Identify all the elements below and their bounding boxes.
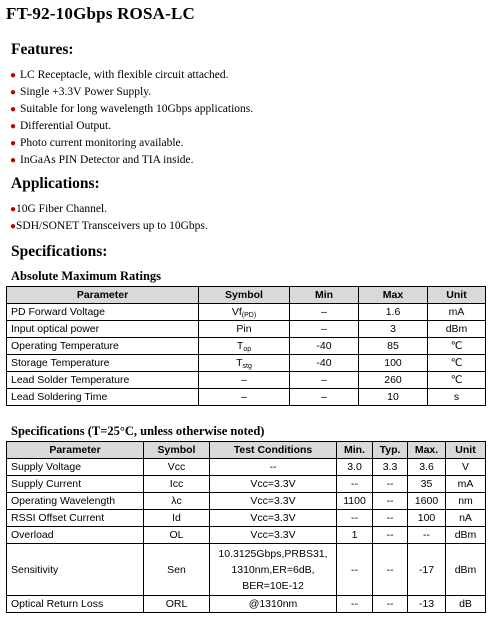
specifications-table: [6, 441, 486, 613]
min-cell: --: [337, 510, 373, 527]
unit-cell: nA: [446, 510, 486, 527]
symbol-cell: $Vf_{(PD)}$: [199, 304, 290, 321]
bullet-icon: ●: [10, 104, 17, 115]
symbol-cell: $T_{stg}$: [199, 355, 290, 372]
bullet-icon: ●: [10, 70, 17, 81]
param-cell: Overload: [7, 527, 144, 544]
column-header: Typ.: [373, 442, 408, 459]
symbol-cell: Icc: [144, 476, 210, 493]
list-item: ● InGaAs PIN Detector and TIA inside.: [10, 152, 253, 169]
table-header-row: [7, 442, 486, 459]
min-cell: –: [290, 372, 359, 389]
table-header-row: [7, 287, 486, 304]
list-item: ● LC Receptacle, with flexible circuit attached.: [10, 67, 253, 84]
column-header: Unit: [428, 287, 486, 304]
list-item: ● Differential Output.: [10, 118, 253, 135]
param-cell: Storage Temperature: [7, 355, 199, 372]
table-row: [7, 459, 486, 476]
min-cell: 1: [337, 527, 373, 544]
symbol-cell: –: [199, 389, 290, 406]
min-cell: 3.0: [337, 459, 373, 476]
column-header: Unit: [446, 442, 486, 459]
condition-cell: Vcc=3.3V: [210, 527, 337, 544]
list-item: ●10G Fiber Channel.: [10, 201, 208, 218]
min-cell: -40: [290, 355, 359, 372]
param-cell: PD Forward Voltage: [7, 304, 199, 321]
list-item: ● Single +3.3V Power Supply.: [10, 84, 253, 101]
symbol-cell: λc: [144, 493, 210, 510]
bullet-icon: ●: [10, 221, 17, 232]
table-row: [7, 304, 486, 321]
param-cell: Supply Voltage: [7, 459, 144, 476]
symbol-cell: –: [199, 372, 290, 389]
param-cell: Operating Wavelength: [7, 493, 144, 510]
max-cell: 100: [408, 510, 446, 527]
absolute-max-ratings-table: [6, 286, 486, 406]
max-cell: 10: [359, 389, 428, 406]
unit-cell: dBm: [446, 527, 486, 544]
list-item: ●SDH/SONET Transceivers up to 10Gbps.: [10, 218, 208, 235]
symbol-cell: Sen: [144, 544, 210, 596]
specifications-heading: Specifications:: [11, 243, 108, 260]
column-header: Test Conditions: [210, 442, 337, 459]
table-row: [7, 544, 486, 596]
list-item: ● Photo current monitoring available.: [10, 135, 253, 152]
param-cell: RSSI Offset Current: [7, 510, 144, 527]
min-cell: --: [337, 476, 373, 493]
column-header: Min: [290, 287, 359, 304]
max-cell: 100: [359, 355, 428, 372]
bullet-icon: ●: [10, 121, 17, 132]
condition-cell: 10.3125Gbps,PRBS31, 1310nm,ER=6dB, BER=10E-12: [210, 544, 337, 596]
unit-cell: nm: [446, 493, 486, 510]
symbol-cell: Pin: [199, 321, 290, 338]
column-header: Max.: [408, 442, 446, 459]
unit-cell: ℃: [428, 355, 486, 372]
condition-cell: --: [210, 459, 337, 476]
unit-cell: mA: [446, 476, 486, 493]
bullet-icon: ●: [10, 204, 17, 215]
typ-cell: --: [373, 527, 408, 544]
table-row: [7, 527, 486, 544]
column-header: Parameter: [7, 287, 199, 304]
condition-cell: @1310nm: [210, 596, 337, 613]
table-row: [7, 596, 486, 613]
max-cell: 35: [408, 476, 446, 493]
features-heading: Features:: [11, 41, 74, 58]
column-header: Symbol: [199, 287, 290, 304]
condition-cell: Vcc=3.3V: [210, 493, 337, 510]
document-title: FT-92-10Gbps ROSA-LC: [6, 4, 195, 23]
max-cell: 1600: [408, 493, 446, 510]
applications-list: [10, 201, 208, 235]
bullet-icon: ●: [10, 87, 17, 98]
max-cell: 1.6: [359, 304, 428, 321]
min-cell: 1100: [337, 493, 373, 510]
param-cell: Supply Current: [7, 476, 144, 493]
table-row: [7, 321, 486, 338]
max-cell: -17: [408, 544, 446, 596]
min-cell: --: [337, 544, 373, 596]
max-cell: --: [408, 527, 446, 544]
unit-cell: s: [428, 389, 486, 406]
typ-cell: --: [373, 596, 408, 613]
max-cell: 3: [359, 321, 428, 338]
unit-cell: ℃: [428, 338, 486, 355]
unit-cell: ℃: [428, 372, 486, 389]
max-cell: -13: [408, 596, 446, 613]
column-header: Symbol: [144, 442, 210, 459]
abs-max-heading: Absolute Maximum Ratings: [11, 269, 162, 283]
unit-cell: dBm: [446, 544, 486, 596]
symbol-cell: Vcc: [144, 459, 210, 476]
table-row: [7, 355, 486, 372]
min-cell: --: [337, 596, 373, 613]
table-row: [7, 389, 486, 406]
min-cell: –: [290, 389, 359, 406]
typ-cell: --: [373, 493, 408, 510]
max-cell: 85: [359, 338, 428, 355]
min-cell: -40: [290, 338, 359, 355]
table-row: [7, 476, 486, 493]
symbol-cell: Id: [144, 510, 210, 527]
column-header: Max: [359, 287, 428, 304]
bullet-icon: ●: [10, 155, 17, 166]
param-cell: Operating Temperature: [7, 338, 199, 355]
symbol-cell: ORL: [144, 596, 210, 613]
features-list: [10, 67, 253, 169]
table-row: [7, 338, 486, 355]
max-cell: 3.6: [408, 459, 446, 476]
list-item: ● Suitable for long wavelength 10Gbps applications.: [10, 101, 253, 118]
param-cell: Optical Return Loss: [7, 596, 144, 613]
column-header: Parameter: [7, 442, 144, 459]
max-cell: 260: [359, 372, 428, 389]
symbol-cell: OL: [144, 527, 210, 544]
param-cell: Input optical power: [7, 321, 199, 338]
param-cell: Lead Soldering Time: [7, 389, 199, 406]
symbol-cell: $T_{op}$: [199, 338, 290, 355]
param-cell: Sensitivity: [7, 544, 144, 596]
bullet-icon: ●: [10, 138, 17, 149]
min-cell: –: [290, 321, 359, 338]
typ-cell: --: [373, 544, 408, 596]
condition-cell: Vcc=3.3V: [210, 476, 337, 493]
table-row: [7, 372, 486, 389]
min-cell: –: [290, 304, 359, 321]
typ-cell: 3.3: [373, 459, 408, 476]
unit-cell: mA: [428, 304, 486, 321]
typ-cell: --: [373, 476, 408, 493]
spec-heading: Specifications (T=25°C, unless otherwise noted): [11, 424, 265, 438]
condition-cell: Vcc=3.3V: [210, 510, 337, 527]
table-row: [7, 493, 486, 510]
typ-cell: --: [373, 510, 408, 527]
unit-cell: dB: [446, 596, 486, 613]
unit-cell: dBm: [428, 321, 486, 338]
unit-cell: V: [446, 459, 486, 476]
applications-heading: Applications:: [11, 175, 100, 192]
param-cell: Lead Solder Temperature: [7, 372, 199, 389]
table-row: [7, 510, 486, 527]
column-header: Min.: [337, 442, 373, 459]
